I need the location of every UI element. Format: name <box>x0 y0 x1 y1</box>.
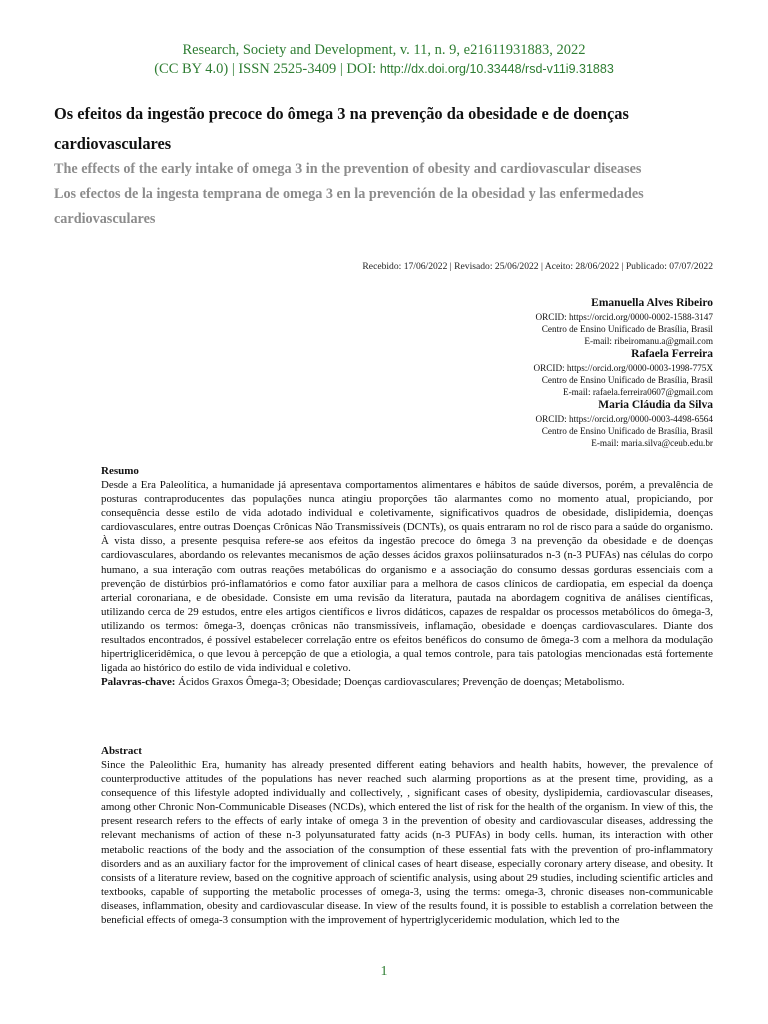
keywords-paragraph <box>101 675 713 689</box>
resumo-section <box>101 464 713 689</box>
abstract-text: Since the Paleolithic Era, humanity has already presented different eating behaviors and health habits, however, the prevalence of counterproductive attitudes of the populations has never reached such alarming proportions as at the present time, providing, as a consequence of this lifestyle adopted individually and collectively, , significant cases of obesity, dyslipidemia, cardiovascular diseases, among other Chronic Non-Communicable Diseases (NCDs), which entered the list of risk for the health of the organism. In view of this, the present research refers to the effects of early intake of omega 3 in the prevention of obesity and cardiovascular diseases, addressing the relevant mechanisms of action of these n-3 polyunsaturated fatty acids (n-3 PUFAs) in body cells. human, its interaction with other metabolic reactions of the body and the association of the consumption of these essential fats with the prevention of pro-inflammatory disorders and as an auxiliary factor for the improvement of clinical cases of heart disease, especially coronary artery disease, and obesity. It consists of a literature review, based on the cognitive approach of scientific analysis, using about 29 studies, including scientific articles and textbooks, capable of supporting the metabolic processes of omega-3, using the terms: omega-3, chronic diseases non-communicable diseases, inflammation, obesity and cardiovascular disease. In view of the results found, it is possible to establish a correlation between the beneficial effects of omega-3 consumption with the improvement of hypertriglyceridemic modulation, which led to the <box>101 759 713 927</box>
keywords-text: Ácidos Graxos Ômega-3; Obesidade; Doenças cardiovasculares; Prevenção de doenças; Metabolismo. <box>178 676 625 689</box>
keywords-label: Palavras-chave: <box>101 676 176 689</box>
resumo-heading: Resumo <box>101 465 139 477</box>
title-spanish: Los efectos de la ingesta temprana de omega 3 en la prevención de la obesidad y las enfermedades cardiovasculares <box>54 186 644 227</box>
author-email[interactable]: E-mail: maria.silva@ceub.edu.br <box>591 438 713 448</box>
author-orcid[interactable]: ORCID: https://orcid.org/0000-0002-1588-3147 <box>535 312 713 322</box>
author-email[interactable]: E-mail: rafaela.ferreira0607@gmail.com <box>562 387 713 397</box>
doi-link[interactable]: http://dx.doi.org/10.33448/rsd-v11i9.31883 <box>379 62 614 76</box>
author-affiliation: Centro de Ensino Unificado de Brasília, Brasil <box>541 426 713 436</box>
author-orcid[interactable]: ORCID: https://orcid.org/0000-0003-1998-775X <box>533 363 713 373</box>
title-english: The effects of the early intake of omega 3 in the prevention of obesity and cardiovascular diseases <box>54 161 642 177</box>
page-number: 1 <box>380 964 388 979</box>
author-name: Emanuella Alves Ribeiro <box>591 297 713 309</box>
author-block <box>313 398 713 449</box>
author-affiliation: Centro de Ensino Unificado de Brasília, Brasil <box>541 375 713 385</box>
author-affiliation: Centro de Ensino Unificado de Brasília, Brasil <box>541 324 713 334</box>
publication-dates: Recebido: 17/06/2022 | Revisado: 25/06/2022 | Aceito: 28/06/2022 | Publicado: 07/07/2022 <box>362 261 713 272</box>
author-orcid[interactable]: ORCID: https://orcid.org/0000-0003-4498-6564 <box>535 414 713 424</box>
license-doi-line <box>0 60 768 79</box>
abstract-heading: Abstract <box>101 745 142 757</box>
resumo-text: Desde a Era Paleolítica, a humanidade já apresentava comportamentos alimentares e hábitos de saúde diversos, porém, a prevalência de posturas contraproducentes das populações nunca atingiu proporções tão alarmantes como no momento atual, propiciando, por consequência desse estilo de vida adotado individual e coletivamente, significativos quadros de obesidade, dislipidemia, doenças cardiovasculares, entre outras Doenças Crônicas Não Transmissíveis (DCNTs), os quais entraram no rol de risco para a saúde do organismo. À vista disso, a presente pesquisa refere-se aos efeitos da ingestão precoce do ômega 3 na prevenção da obesidade e de doenças cardiovasculares, abordando os relevantes mecanismos de ação desses ácidos graxos poliinsaturados n-3 (n-3 PUFAs) nas células do corpo humano, a sua interação com outras reações metabólicas do organismo e a associação do consumo dessas gorduras essenciais com a prevenção de distúrbios pró-inflamatórios e como fator auxiliar para a melhora de casos clínicos de cardiopatia, em especial da doença arterial coronariana, e de obesidade. Consiste em uma revisão da literatura, pautada na abordagem cognitiva de análises científicas, utilizando cerca de 29 estudos, entre eles artigos científicos e livros didáticos, capazes de respaldar os processos metabólicos do ômega-3, utilizando os termos: ômega-3, doenças crônicas não transmissíveis, inflamação, obesidade e doenças cardiovasculares. Diante dos resultados encontrados, é possível estabelecer correlação entre os efeitos benéficos do consumo de ômega-3 com a melhora da modulação hipertrigliceridêmica, o que levou à percepção de que a etiologia, a qual temos controle, para tais patologias mencionadas está fortemente ligada ao histórico do estilo de vida individual e coletivo. <box>101 479 713 675</box>
author-list <box>313 296 713 449</box>
journal-header <box>0 41 768 79</box>
author-name: Rafaela Ferreira <box>631 348 713 360</box>
journal-citation: Research, Society and Development, v. 11, n. 9, e21611931883, 2022 <box>182 42 586 58</box>
abstract-section <box>101 744 713 927</box>
author-email[interactable]: E-mail: ribeiromanu.a@gmail.com <box>584 336 713 346</box>
license-issn: (CC BY 4.0) | ISSN 2525-3409 | DOI: <box>154 61 377 77</box>
author-block <box>313 296 713 347</box>
author-block <box>313 347 713 398</box>
author-name: Maria Cláudia da Silva <box>598 399 713 411</box>
title-portuguese: Os efeitos da ingestão precoce do ômega 3 na prevenção da obesidade e de doenças cardiovasculares <box>54 104 629 153</box>
